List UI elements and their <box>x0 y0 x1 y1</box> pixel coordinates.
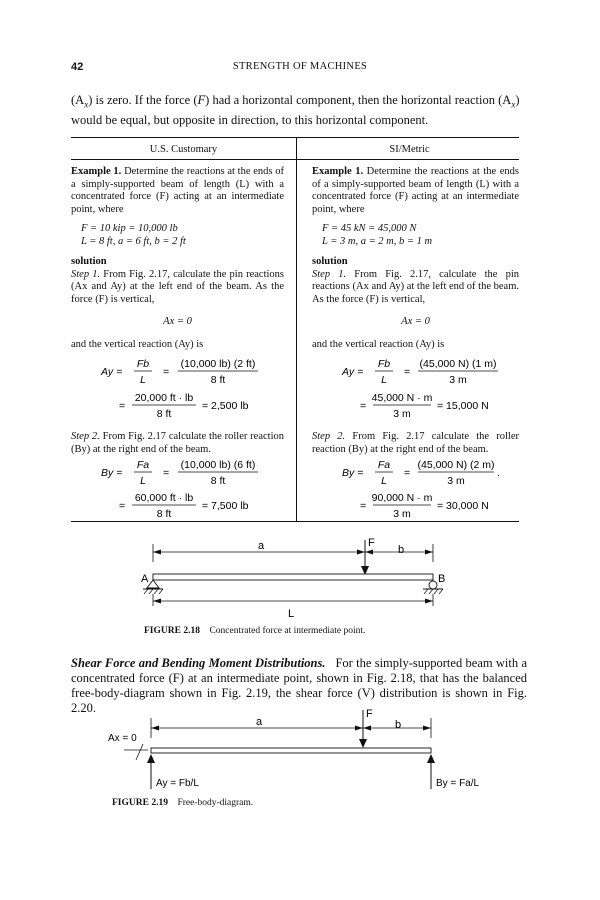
dim-arrow <box>423 726 431 731</box>
force-arrowhead <box>359 739 367 748</box>
ay-den2: 8 ft <box>210 374 226 386</box>
dim-arrow <box>363 726 371 731</box>
label-ay: Ay = Fb/L <box>156 778 199 789</box>
by-den2: 8 ft <box>210 475 226 487</box>
solution-label: solution <box>71 256 107 267</box>
ay-equation-us <box>71 352 296 432</box>
step1-paragraph: Step 1. From Fig. 2.17, calculate the pin reactions (Ax and Ay) at the left end of the beam. As the force (F) is vertical, <box>71 268 285 305</box>
ground-hatch <box>424 589 443 594</box>
page-number: 42 <box>71 61 84 73</box>
by-den1: L <box>140 475 146 487</box>
ay-equation-si <box>312 352 524 432</box>
equals: = <box>360 400 367 412</box>
by-lhs: By = <box>101 467 123 479</box>
by-num2: (45,000 N) (2 m) <box>417 459 495 471</box>
ax-equation: Ax = 0 <box>401 316 430 327</box>
equals: = <box>360 500 367 512</box>
period: . <box>497 467 500 479</box>
ay-den1: L <box>381 374 387 386</box>
ax-slash <box>136 744 143 760</box>
vertical-reaction-text: and the vertical reaction (Ay) is <box>312 338 445 350</box>
ay-den1: L <box>140 374 146 386</box>
dim-arrow <box>365 550 373 555</box>
example-paragraph: Example 1. Determine the reactions at the ends of a simply-supported beam of length (L) with a concentrated force (F) acting at an intermediate point, where <box>312 166 519 215</box>
by-num1: Fa <box>377 459 391 471</box>
equals: = <box>404 467 411 479</box>
dim-arrow <box>425 599 433 604</box>
by-num2: (10,000 lb) (6 ft) <box>180 459 256 471</box>
table-top-rule <box>71 137 519 138</box>
solution-label: solution <box>312 256 348 267</box>
ay-result: = 15,000 N <box>437 400 489 412</box>
figure-2-18-caption: FIGURE 2.18 Concentrated force at intermediate point. <box>144 626 366 636</box>
figure-2-18-beam-diagram <box>130 532 460 624</box>
label-by: By = Fa/L <box>436 778 480 789</box>
beam <box>151 748 431 753</box>
intro-paragraph: $(A_x)$ is zero. If the force (F) had a horizontal component, then the horizontal reaction $(A_x)$ would be equal, but opposite in direction, to this horizontal component. <box>71 93 520 127</box>
label-a: a <box>256 716 263 728</box>
example-paragraph: Example 1. Determine the reactions at the ends of a simply-supported beam of length (L) with a concentrated force (F) acting at an intermediate point, where <box>71 166 285 215</box>
equals: = <box>404 366 411 378</box>
dim-arrow <box>153 599 161 604</box>
by-lhs: By = <box>342 467 364 479</box>
table-column-divider <box>296 137 297 522</box>
column-heading-si: SI/Metric <box>389 144 430 155</box>
by-den3: 3 m <box>393 508 411 520</box>
label-F: F <box>368 537 375 549</box>
ay-arrowhead <box>147 754 155 763</box>
roller-support <box>429 581 437 589</box>
running-title: STRENGTH OF MACHINES <box>232 61 368 72</box>
ay-den3: 8 ft <box>156 408 172 420</box>
given-values: F = 45 kN = 45,000 N L = 3 m, a = 2 m, b = 1 m <box>322 223 433 247</box>
ay-num2: (45,000 N) (1 m) <box>419 358 497 370</box>
ay-num1: Fb <box>136 358 150 370</box>
step2-us: Step 2. From Fig. 2.17 calculate the roller reaction (By) at the right end of the beam. <box>71 431 284 455</box>
dim-arrow <box>355 726 363 731</box>
label-B: B <box>438 573 446 585</box>
dim-arrow <box>357 550 365 555</box>
ay-num3: 20,000 ft · lb <box>134 392 194 404</box>
ax-equation: Ax = 0 <box>163 316 192 327</box>
label-ax: Ax = 0 <box>108 733 137 744</box>
beam <box>153 574 433 580</box>
pin-support <box>147 580 159 588</box>
ay-den3: 3 m <box>393 408 411 420</box>
label-b: b <box>395 719 402 731</box>
ground-hatch <box>144 589 163 594</box>
step2-si: Step 2. From Fig. 2.17 calculate the roller reaction (By) at the right end of the beam. <box>312 431 519 455</box>
ay-lhs: Ay = <box>101 366 123 378</box>
by-num1: Fa <box>136 459 150 471</box>
given-values: F = 10 kip = 10,000 lb L = 8 ft, a = 6 ft, b = 2 ft <box>81 223 186 247</box>
figure-2-19-free-body-diagram <box>98 704 498 796</box>
by-equation-us <box>71 456 296 522</box>
equals: = <box>119 400 126 412</box>
figure-2-19-caption: FIGURE 2.19 Free-body-diagram. <box>112 798 254 808</box>
by-result: = 30,000 N <box>437 500 489 512</box>
column-us <box>71 166 284 351</box>
by-num3: 90,000 N · m <box>371 492 433 504</box>
label-A: A <box>141 573 149 585</box>
step1-paragraph: Step 1. From Fig. 2.17, calculate the pin reactions (Ax and Ay) at the left end of the beam. As the force (F) is vertical, <box>312 268 520 305</box>
by-num3: 60,000 ft · lb <box>134 492 194 504</box>
label-a: a <box>258 540 265 552</box>
ay-den2: 3 m <box>449 374 467 386</box>
by-den1: L <box>381 475 387 487</box>
equals: = <box>163 467 170 479</box>
by-result: = 7,500 lb <box>202 500 249 512</box>
vertical-reaction-text: and the vertical reaction (Ay) is <box>71 338 204 350</box>
label-L: L <box>288 608 295 620</box>
label-F: F <box>366 708 373 720</box>
shear-paragraph: Shear Force and Bending Moment Distributions. For the simply-supported beam with a concentrated force (F) at an intermediate point, shown in Fig. 2.18, that has the balanced free-body-diagram shown in Fig. 2.19, the shear force (V) distribution is shown in Fig. 2.20. <box>71 656 527 715</box>
by-den2: 3 m <box>447 475 465 487</box>
dim-arrow <box>153 550 161 555</box>
ay-num1: Fb <box>377 358 391 370</box>
label-b: b <box>398 544 405 556</box>
table-header-rule <box>71 159 519 160</box>
by-arrowhead <box>427 754 435 763</box>
equals: = <box>163 366 170 378</box>
by-den3: 8 ft <box>156 508 172 520</box>
equals: = <box>119 500 126 512</box>
ay-lhs: Ay = <box>342 366 364 378</box>
dim-arrow <box>425 550 433 555</box>
column-si <box>312 166 519 351</box>
ay-num2: (10,000 lb) (2 ft) <box>180 358 256 370</box>
ay-num3: 45,000 N · m <box>371 392 433 404</box>
column-heading-us: U.S. Customary <box>149 144 218 155</box>
ay-result: = 2,500 lb <box>202 400 249 412</box>
by-equation-si <box>312 456 524 522</box>
dim-arrow <box>151 726 159 731</box>
